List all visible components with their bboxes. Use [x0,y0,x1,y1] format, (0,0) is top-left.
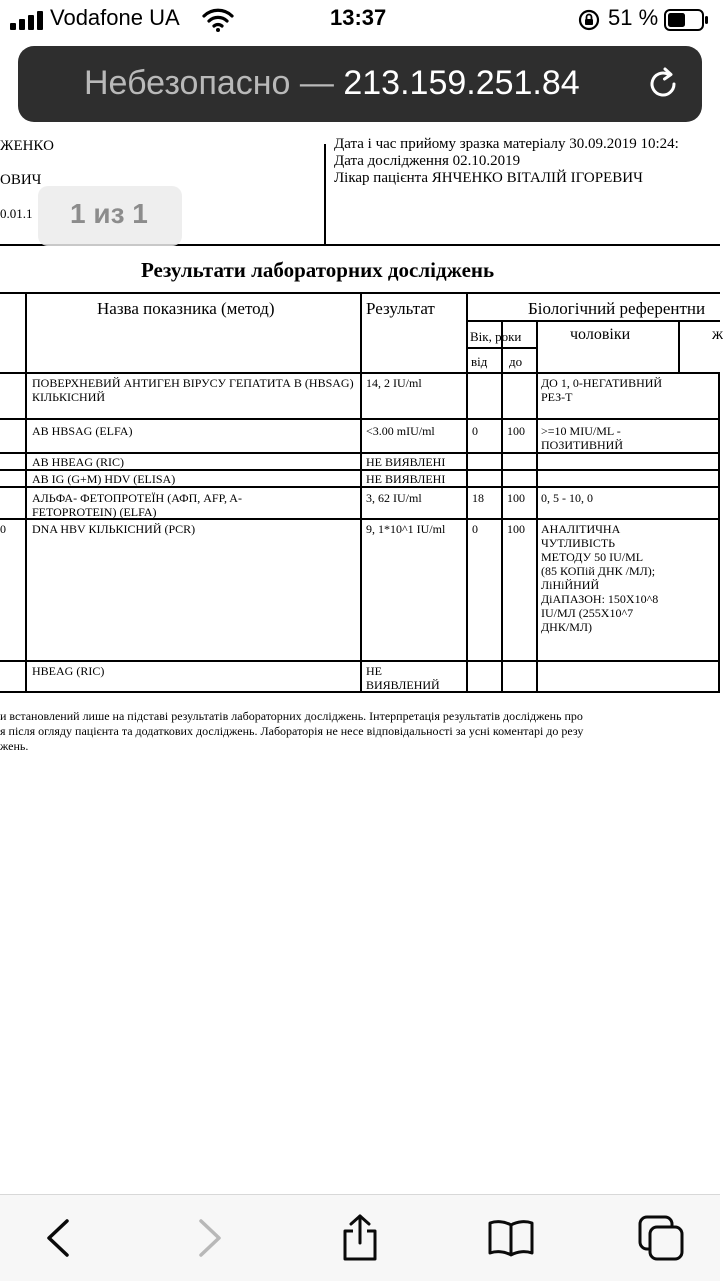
col-age-header: Вік, роки [470,329,522,344]
test-reference: >=10 MIU/ML - ПОЗИТИВНИЙ [541,424,624,452]
page-indicator [38,186,182,246]
security-label: Небезопасно — [84,64,334,102]
doctor-name: Лікар пацієнта ЯНЧЕНКО ВІТАЛІЙ ІГОРЕВИЧ [334,170,643,186]
browser-toolbar [0,1194,720,1281]
footnote-line: я після огляду пацієнта та додаткових досліджень. Лабораторія не несе відповідальності за усні коментарі до резу [0,724,584,738]
age-from: 0 [472,522,478,536]
col-result-header: Результат [366,299,435,318]
age-to: 100 [507,424,525,438]
signal-icon [10,10,46,30]
test-name: АЛЬФА- ФЕТОПРОТЕЇН (АФП, AFP, A-FETOPROTEIN) (ELFA) [32,491,242,519]
wifi-icon [202,8,234,32]
test-result: 9, 1*10^1 IU/ml [366,522,446,536]
tabs-icon[interactable] [636,1213,686,1263]
patient-patronymic-fragment: ОВИЧ [0,172,42,188]
test-result: НЕ ВИЯВЛЕНІ [366,455,446,469]
test-reference: АНАЛІТИЧНА ЧУТЛИВІСТЬ МЕТОДУ 50 IU/ML (85 КОПій ДНК /МЛ); ЛіНіЙНИЙ ДіАПАЗОН: 150X10^8 IU/МЛ (255X10^7 ДНК/МЛ) [541,522,659,634]
url-host: 213.159.251.84 [343,64,580,102]
sample-received-date: Дата і час прийому зразка матеріалу 30.09.2019 10:24: [334,136,679,152]
patient-name-fragment: ЖЕНКО [0,138,54,154]
test-name: AB IG (G+M) HDV (ELISA) [32,472,176,486]
test-name: HBEAG (RIC) [32,664,105,678]
col-from-header: від [471,354,488,369]
forward-icon[interactable] [183,1213,233,1263]
test-result: 3, 62 IU/ml [366,491,422,505]
report-title: Результати лабораторних досліджень [141,258,495,282]
col-men-header: чоловіки [570,326,631,343]
age-to: 100 [507,491,525,505]
test-reference: ДО 1, 0-НЕГАТИВНИЙ РЕЗ-Т [541,376,663,404]
research-date: Дата дослідження 02.10.2019 [334,153,521,169]
status-bar [0,0,720,40]
test-result: <3.00 mIU/ml [366,424,435,438]
test-name: AB HBSAG (ELFA) [32,424,133,438]
test-name: AB HBEAG (RIC) [32,455,124,469]
footnote-line: жень. [0,739,29,753]
page-indicator-label: 1 из 1 [70,198,148,229]
test-result: НЕ ВИЯВЛЕНИЙ [366,664,440,692]
col-bioref-header: Біологічний референтни [528,299,706,318]
test-name: ПОВЕРХНЕВИЙ АНТИГЕН ВІРУСУ ГЕПАТИТА В (HBSAG) КІЛЬКІСНИЙ [32,376,354,404]
battery-percent: 51 % [608,5,659,30]
battery-icon [664,9,710,31]
row-number-fragment: 0 [0,522,6,536]
test-result: НЕ ВИЯВЛЕНІ [366,472,446,486]
bookmarks-icon[interactable] [486,1213,536,1263]
browser-header [0,40,720,144]
age-from: 0 [472,424,478,438]
address-bar[interactable] [18,46,702,122]
footnote-line: и встановлений лише на підставі результатів лабораторних досліджень. Інтерпретація результатів досліджень про [0,709,583,723]
pdf-document[interactable] [0,136,723,1194]
test-reference: 0, 5 - 10, 0 [541,491,593,505]
col-women-header: ж [712,326,723,343]
test-name: DNA HBV КІЛЬКІСНИЙ (PCR) [32,522,196,536]
carrier-name: Vodafone UA [50,5,180,30]
share-icon[interactable] [335,1213,385,1263]
age-from: 18 [472,491,484,505]
back-icon[interactable] [35,1213,85,1263]
reload-icon[interactable] [644,64,684,104]
test-result: 14, 2 IU/ml [366,376,422,390]
rotation-lock-icon [578,9,600,31]
address-text[interactable] [84,64,580,103]
age-to: 100 [507,522,525,536]
col-name-header: Назва показника (метод) [97,299,275,318]
clock: 13:37 [330,5,387,30]
col-to-header: до [509,354,523,369]
patient-birthdate-fragment: 0.01.1 [0,206,33,221]
